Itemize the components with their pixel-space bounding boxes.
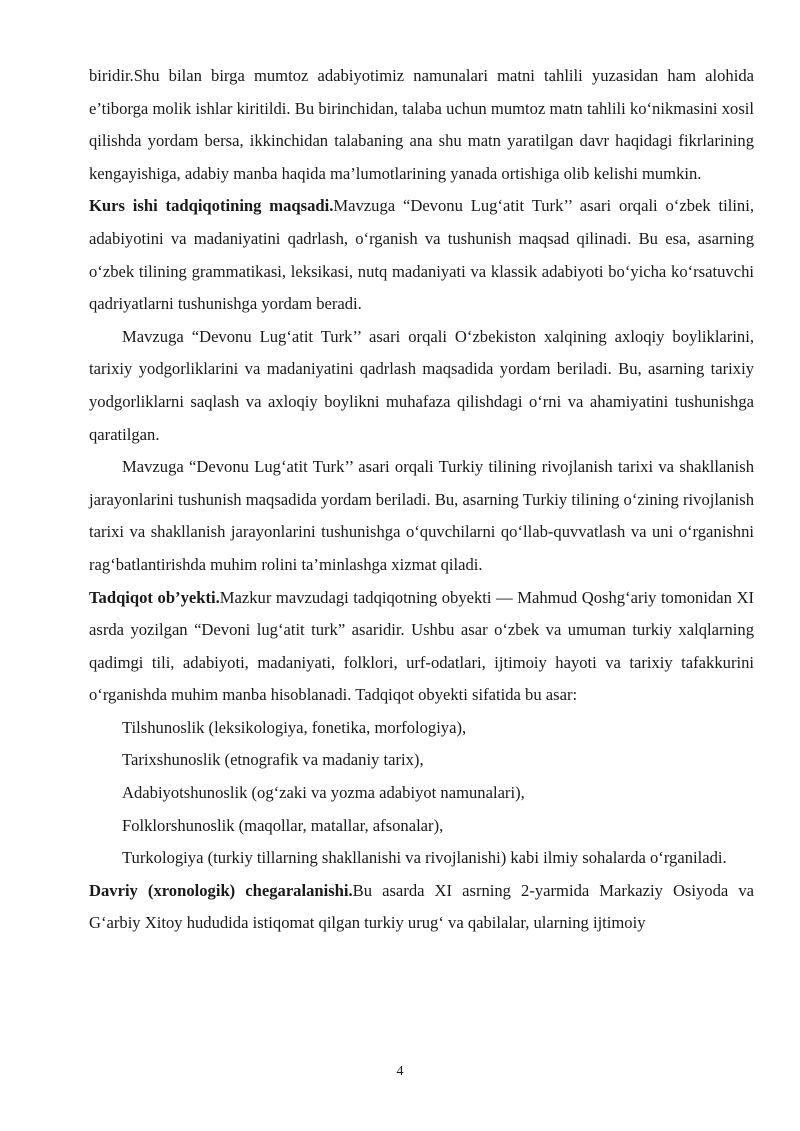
list-item: Folklorshunoslik (maqollar, matallar, afsonalar), (122, 815, 444, 835)
heading-maqsad: Kurs ishi tadqiqotining maqsadi. (89, 196, 334, 216)
paragraph-obyekt (89, 582, 754, 712)
heading-davriy: Davriy (xronologik) chegaralanishi. (89, 880, 353, 900)
paragraph-davriy (89, 875, 754, 940)
list-item: Tilshunoslik (leksikologiya, fonetika, morfologiya), (122, 717, 467, 737)
page-number: 4 (396, 1064, 404, 1079)
paragraph-qadriyat: Mavzuga “Devonu Lug‘atit Turk’’ asari orqali O‘zbekiston xalqining axloqiy boyliklarini, tarixiy yodgorliklarini va madaniyatini qadrlash maqsadida yordam beriladi. Bu, asarning tarixiy yodgorliklarni saqlash va axloqiy boylikni muhafaza qilishdagi o‘rni va ahamiyatini tushunishga qaratilgan. (89, 326, 754, 444)
list-item: Adabiyotshunoslik (og‘zaki va yozma adabiyot namunalari), (122, 783, 525, 803)
list-item-last: Turkologiya (turkiy tillarning shakllanishi va rivojlanishi) kabi ilmiy sohalarda o‘rganiladi. (122, 848, 727, 868)
davriy-text: Bu asarda XI asrning 2-yarmida Markaziy Osiyoda va G‘arbiy Xitoy hududida istiqomat qilgan turkiy urug‘ va qabilalar, ularning ijtimoiy (89, 880, 754, 933)
list-item: Tarixshunoslik (etnografik va madaniy tarix), (122, 750, 424, 770)
paragraph-intro: biridir.Shu bilan birga mumtoz adabiyotimiz namunalari matni tahlili yuzasidan ham alohida e’tiborga molik ishlar kiritildi. Bu birinchidan, talaba uchun mumtoz matn tahlili ko‘nikmasini xosil qilishda yordam bersa, ikkinchidan talabaning ana shu matn yaratilgan davr haqidagi fikrlarining kengayishiga, adabiy manba haqida ma’lumotlarining yanada ortishiga olib kelishi mumkin. (89, 66, 754, 183)
obyekt-text: Mazkur mavzudagi tadqiqotning obyekti — Mahmud Qoshg‘ariy tomonidan XI asrda yozilgan “Devoni lug‘atit turk” asaridir. Ushbu asar o‘zbek va umuman turkiy xalqlarning qadimgi tili, adabiyoti, madaniyati, folklori, urf-odatlari, ijtimoiy hayoti va tarixiy tafakkurini o‘rganishda muhim manba hisoblanadi. Tadqiqot obyekti sifatida bu asar: (89, 587, 755, 705)
paragraph-maqsad (89, 190, 754, 320)
heading-obyekt: Tadqiqot ob’yekti. (89, 587, 220, 607)
maqsad-text: Mavzuga “Devonu Lug‘atit Turk’’ asari orqali o‘zbek tilini, adabiyotini va madaniyatini qadrlash, o‘rganish va tushunish maqsad qilinadi. Bu esa, asarning o‘zbek tilining grammatikasi, leksikasi, nutq madaniyati va klassik adabiyoti bo‘yicha ko‘rsatuvchi qadriyatlarni tushunishga yordam beradi. (89, 196, 754, 314)
paragraph-tarix: Mavzuga “Devonu Lug‘atit Turk’’ asari orqali Turkiy tilining rivojlanish tarixi va shakllanish jarayonlarini tushunish maqsadida yordam beriladi. Bu, asarning Turkiy tilining o‘zining rivojlanish tarixi va shakllanish jarayonlarini tushunishga o‘quvchilarni qo‘llab-quvvatlash va uni o‘rganishni rag‘batlantirishda muhim rolini ta’minlashga xizmat qiladi. (89, 457, 754, 574)
body-text (89, 60, 754, 940)
